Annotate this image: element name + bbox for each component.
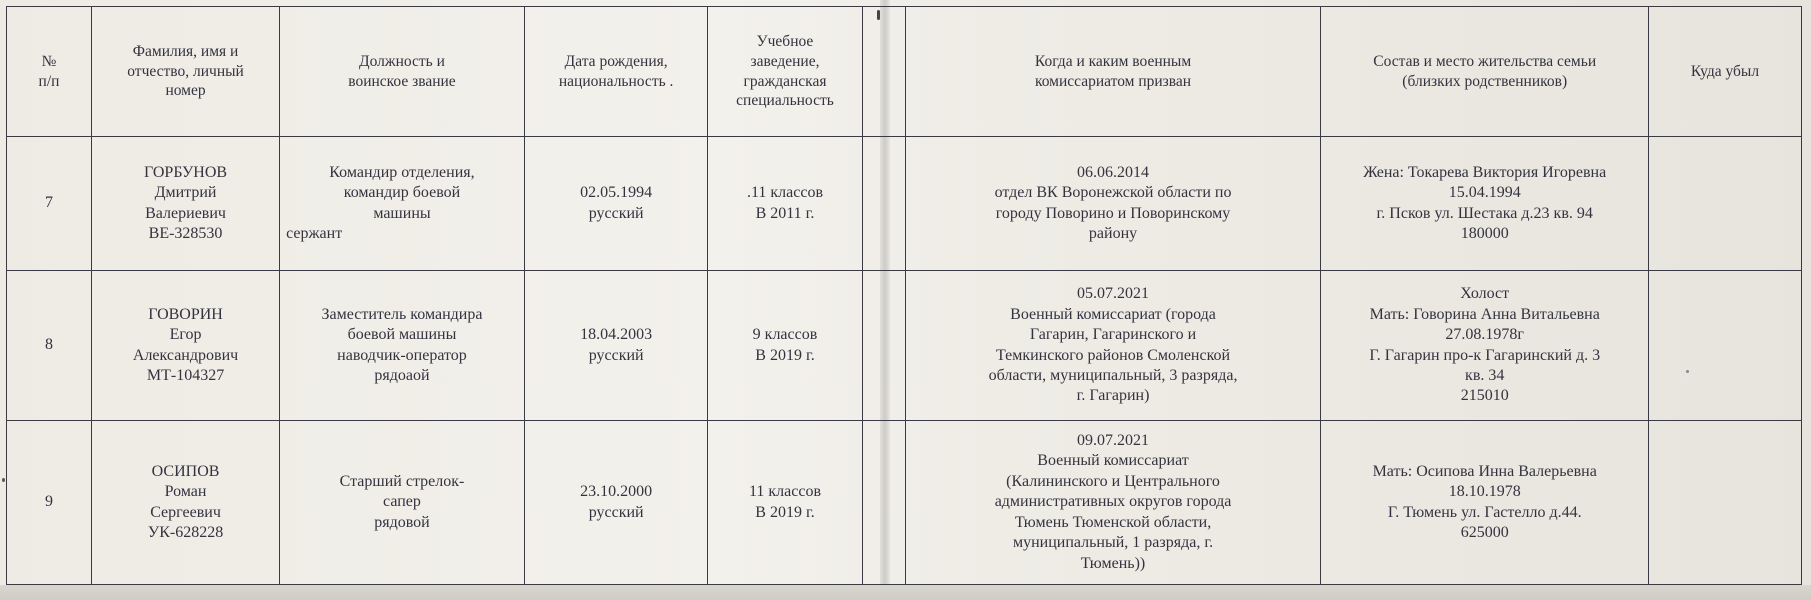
text-line: г. Гагарин) — [1076, 387, 1150, 405]
text-line: Мать: Осипова Инна Валерьевна — [1372, 462, 1597, 480]
text-line: Когда и каким военным — [1034, 52, 1192, 70]
text-line: сапер — [383, 493, 421, 511]
cell-birth — [524, 137, 708, 271]
text-line: Заместитель командира — [321, 305, 483, 323]
cell-position — [280, 137, 525, 271]
text-line: ВЕ-328530 — [148, 224, 223, 242]
text-line: 180000 — [1460, 224, 1509, 242]
text-line: ГОРБУНОВ — [144, 163, 228, 181]
header-family — [1321, 7, 1648, 137]
text-line: Должность и — [359, 52, 445, 70]
text-line: Егор — [169, 326, 202, 344]
text-line: боевой машины — [347, 326, 457, 344]
table-row — [7, 137, 1802, 271]
text-line: Тюмень)) — [1080, 554, 1146, 572]
cell-drafted — [905, 271, 1321, 421]
text-line: Темкинского районов Смоленской — [995, 346, 1231, 364]
header-position — [280, 7, 525, 137]
text-line: Холост — [1460, 285, 1510, 303]
text-line: отдел ВК Воронежской области по — [994, 184, 1232, 202]
text-line: Г. Гагарин про-к Гагаринский д. 3 — [1369, 346, 1601, 364]
cell-position — [280, 271, 525, 421]
cell-position — [280, 421, 525, 585]
text-line: заведение, — [750, 52, 820, 70]
text-line: Мать: Говорина Анна Витальевна — [1369, 305, 1600, 323]
text-line: 09.07.2021 — [1077, 431, 1150, 449]
cell-drafted — [905, 421, 1321, 585]
text-line: 11 классов — [748, 483, 821, 501]
cell-num: 7 — [7, 137, 92, 271]
text-line: .11 классов — [746, 184, 823, 202]
text-line: № — [41, 52, 57, 70]
text-line: Дата рождения, — [564, 52, 668, 70]
text-line: 23.10.2000 — [580, 483, 653, 501]
text-line: району — [1088, 224, 1138, 242]
text-line: п/п — [38, 72, 60, 90]
text-line: Г. Тюмень ул. Гастелло д.44. — [1387, 503, 1582, 521]
text-line: 06.06.2014 — [1077, 163, 1150, 181]
text-line: В 2019 г. — [755, 503, 815, 521]
text-line: Жена: Токарева Виктория Игоревна — [1363, 163, 1607, 181]
text-line: Военный комиссариат (города — [1010, 305, 1216, 323]
cell-name — [91, 421, 279, 585]
text-line: наводчик-оператор — [337, 346, 467, 364]
cell-num: 9 — [7, 421, 92, 585]
text-line: русский — [588, 503, 644, 521]
fold-gap-cell — [862, 271, 905, 421]
text-line: Состав и место жительства семьи — [1373, 52, 1597, 70]
text-line: специальность — [736, 92, 834, 110]
paper-speck — [1686, 370, 1689, 373]
text-line: рядоаой — [374, 366, 430, 384]
cell-education — [708, 421, 862, 585]
text-line: русский — [588, 346, 644, 364]
cell-family — [1321, 271, 1648, 421]
text-line: комиссариатом призван — [1034, 72, 1192, 90]
text-line: 18.04.2003 — [580, 326, 653, 344]
paper-speck — [877, 10, 880, 20]
header-education — [708, 7, 862, 137]
text-line: ОСИПОВ — [151, 462, 220, 480]
text-line: Александрович — [132, 346, 239, 364]
text-line: Старший стрелок- — [339, 472, 465, 490]
text-line: воинское звание — [348, 72, 456, 90]
text-line: г. Псков ул. Шестака д.23 кв. 94 — [1376, 204, 1593, 222]
text-line: МТ-104327 — [146, 366, 225, 384]
cell-birth — [524, 421, 708, 585]
text-line: Роман — [164, 483, 207, 501]
table-row — [7, 421, 1802, 585]
paper-speck — [2, 478, 5, 482]
text-line: русский — [588, 204, 644, 222]
text-line: рядовой — [374, 513, 430, 531]
text-line: 9 классов — [752, 326, 818, 344]
header-birth — [524, 7, 708, 137]
header-name — [91, 7, 279, 137]
cell-num: 8 — [7, 271, 92, 421]
text-line: муниципальный, 1 разряда, г. — [1012, 534, 1214, 552]
text-line: (Калининского и Центрального — [1006, 472, 1220, 490]
text-line: 27.08.1978г — [1445, 326, 1524, 344]
text-line: Фамилия, имя и — [132, 42, 239, 60]
text-line: 05.07.2021 — [1077, 285, 1150, 303]
text-line: административных округов города — [994, 493, 1232, 511]
text-line: Валериевич — [145, 204, 226, 222]
text-line: сержант — [286, 224, 343, 242]
cell-family — [1321, 421, 1648, 585]
text-line: Дмитрий — [154, 184, 217, 202]
personnel-table — [6, 6, 1802, 585]
text-line: В 2011 г. — [755, 204, 815, 222]
cell-name — [91, 271, 279, 421]
text-line: 18.10.1978 — [1448, 483, 1521, 501]
text-line: номер — [165, 82, 206, 100]
text-line: Куда убыл — [1690, 62, 1760, 80]
header-drafted — [905, 7, 1321, 137]
cell-departed — [1648, 271, 1801, 421]
text-line: национальность . — [558, 72, 674, 90]
text-line: машины — [373, 204, 431, 222]
text-line: 15.04.1994 — [1448, 184, 1521, 202]
text-line: ГОВОРИН — [148, 305, 223, 323]
text-line: Гагарин, Гагаринского и — [1029, 326, 1197, 344]
header-departed — [1648, 7, 1801, 137]
fold-gap-cell — [862, 421, 905, 585]
cell-education — [708, 137, 862, 271]
text-line: городу Поворино и Поворинскому — [995, 204, 1231, 222]
text-line: Сергеевич — [150, 503, 221, 521]
fold-gap-cell — [862, 7, 905, 137]
fold-gap-cell — [862, 137, 905, 271]
text-line: отчество, личный — [127, 62, 244, 80]
page-bottom-edge — [0, 585, 1811, 600]
text-line: 625000 — [1460, 523, 1509, 541]
cell-name — [91, 137, 279, 271]
table-row — [7, 271, 1802, 421]
text-line: В 2019 г. — [755, 346, 815, 364]
cell-departed — [1648, 421, 1801, 585]
text-line: Командир отделения, — [329, 163, 475, 181]
cell-family — [1321, 137, 1648, 271]
text-line: Военный комиссариат — [1037, 452, 1189, 470]
text-line: области, муниципальный, 3 разряда, — [988, 366, 1238, 384]
cell-drafted — [905, 137, 1321, 271]
text-line: УК-628228 — [147, 523, 224, 541]
cell-education — [708, 271, 862, 421]
text-line: командир боевой — [343, 184, 461, 202]
text-line: (близких родственников) — [1402, 72, 1568, 90]
cell-departed — [1648, 137, 1801, 271]
text-line: гражданская — [743, 72, 827, 90]
text-line: 02.05.1994 — [580, 184, 653, 202]
text-line: Тюмень Тюменской области, — [1014, 513, 1212, 531]
text-line: кв. 34 — [1465, 366, 1505, 384]
text-line: Учебное — [756, 32, 814, 50]
cell-birth — [524, 271, 708, 421]
text-line: 215010 — [1460, 387, 1509, 405]
header-num — [7, 7, 92, 137]
header-row — [7, 7, 1802, 137]
